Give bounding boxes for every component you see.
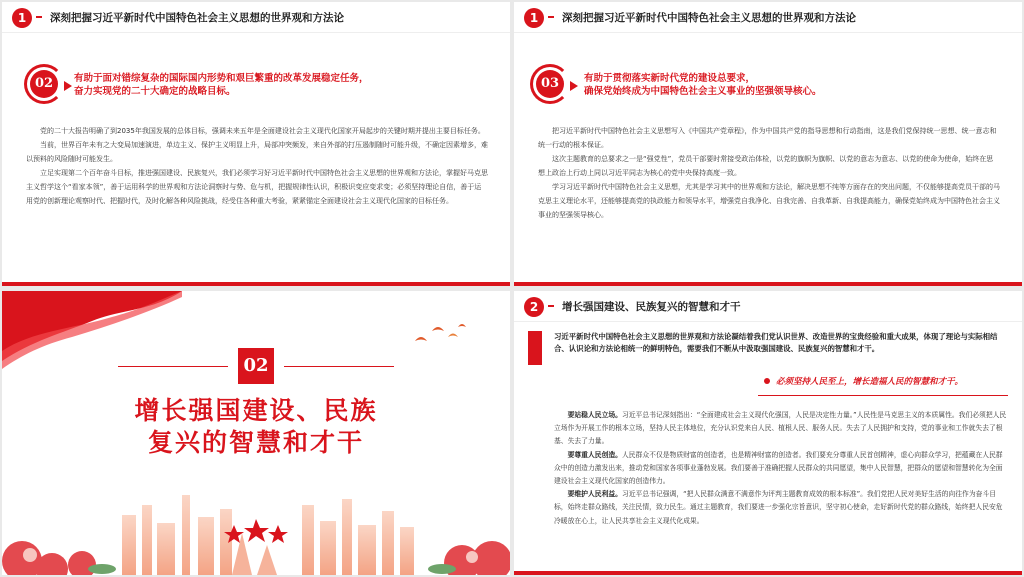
body-text bbox=[538, 124, 1000, 222]
header-title: 深刻把握习近平新时代中国特色社会主义思想的世界观和方法论 bbox=[50, 12, 344, 24]
doves-decoration bbox=[410, 321, 470, 351]
slide-1 bbox=[2, 2, 510, 286]
red-flag-decoration bbox=[2, 291, 182, 371]
paragraph: 党的二十大报告明确了到2035年我国发展的总体目标，强调未来五年是全面建设社会主义现代化国家开局起步的关键时期并提出主要目标任务。 bbox=[40, 127, 485, 135]
badge-number: 02 bbox=[30, 70, 58, 98]
slide-header bbox=[514, 2, 1022, 33]
paragraph: 把习近平新时代中国特色社会主义思想写入《中国共产党章程》，作为中国共产党的指导思想和行动指南，这是我们党保持统一思想、统一意志和统一行动的根本保证。 bbox=[538, 127, 997, 149]
arrow-icon bbox=[570, 81, 578, 91]
paragraph: 要站稳人民立场。习近平总书记深刻指出：“全面建成社会主义现代化强国，人民是决定性力量。”人民性是马克思主义的本质属性。我们必须把人民立场作为开展工作的根本立场，坚持人民主体地位，充分认识党来自人民、植根人民、服务人民。失去了人民拥护和支持，党的事业和工作就失去了根基、失去了力量。 bbox=[554, 411, 1007, 446]
header-divider bbox=[36, 16, 42, 18]
subheading: 必须坚持人民至上，增长造福人民的智慧和才干。 bbox=[776, 377, 964, 387]
body-text bbox=[26, 124, 488, 208]
point-badge bbox=[24, 64, 68, 108]
intro-accent-block bbox=[528, 331, 542, 365]
lead-text: 有助于面对错综复杂的国际国内形势和艰巨繁重的改革发展稳定任务， 奋力实现党的二十大确定的战略目标。 bbox=[74, 73, 369, 97]
footer-bar bbox=[2, 282, 510, 286]
section-number: 2 bbox=[524, 297, 544, 317]
paragraph: 这次主题教育的总要求之一是“强党性”，党员干部要时常接受政治体检，以党的旗帜为旗帜、以党的意志为意志、以党的使命为使命，始终在思想上政治上行动上同以习近平同志为核心的党中央保持高度一致。 bbox=[538, 155, 994, 177]
intro-text: 习近平新时代中国特色社会主义思想的世界观和方法论凝结着我们党认识世界、改造世界的宝贵经验和重大成果，体现了理论与实际相结合、认识论和方法论相统一的鲜明特色，需要我们不断从中汲取强国建设、民族复兴的智慧和才干。 bbox=[554, 332, 998, 353]
footer-bar bbox=[514, 282, 1022, 286]
section-number: 1 bbox=[524, 8, 544, 28]
header-divider bbox=[548, 16, 554, 18]
paragraph: 学习习近平新时代中国特色社会主义思想，尤其是学习其中的世界观和方法论，解决思想不纯等方面存在的突出问题，不仅能够提高党员干部的马克思主义理论水平，还能够提高党的执政能力和领导水平，增强党自我净化、自我完善、自我革新、自我提高能力，确保党始终成为中国特色社会主义事业的坚强领导核心。 bbox=[538, 183, 1000, 219]
header-title: 深刻把握习近平新时代中国特色社会主义思想的世界观和方法论 bbox=[562, 12, 856, 24]
paragraph: 立足实现第二个百年奋斗目标，推进强国建设、民族复兴，我们必须学习好习近平新时代中国特色社会主义思想的世界观和方法论，掌握好马克思主义哲学这个“看家本领”，善于运用科学的世界观和方法论洞察时与势、危与机，把握规律性认识，积极识变应变求变；必须坚持理论自信，善于运用党的创新理论观察时代、把握时代，及时化解各种风险挑战，经受住各种重大考验，紧紧锚定全面建设社会主义现代化国家的目标任务。 bbox=[26, 169, 488, 205]
section-badge: 02 bbox=[238, 348, 274, 384]
header-divider bbox=[548, 305, 554, 307]
lead-text: 有助于贯彻落实新时代党的建设总要求， 确保党始终成为中国特色社会主义事业的坚强领导核心。 bbox=[584, 73, 822, 97]
header-title: 增长强国建设、民族复兴的智慧和才干 bbox=[562, 301, 741, 313]
slide-2 bbox=[514, 2, 1022, 286]
section-title-line1: 增长强国建设、民族 bbox=[134, 396, 378, 425]
bullet-icon bbox=[764, 378, 770, 384]
slide-4 bbox=[514, 291, 1022, 575]
subheading-underline bbox=[758, 395, 1008, 396]
badge-number: 03 bbox=[536, 70, 564, 98]
city-skyline-decoration bbox=[2, 465, 510, 575]
slide-header bbox=[2, 2, 510, 33]
footer-bar bbox=[514, 571, 1022, 575]
slide-3-section-cover bbox=[2, 291, 510, 575]
title-divider-right bbox=[284, 366, 394, 367]
body-text bbox=[554, 409, 1008, 528]
slide-header bbox=[514, 291, 1022, 322]
section-number: 1 bbox=[12, 8, 32, 28]
paragraph: 要维护人民利益。习近平总书记强调，“把人民群众满意不满意作为评判主题教育成效的根本标准”。我们党把人民对美好生活的向往作为奋斗目标，始终走群众路线，关注民情，致力民生。通过主题教育，我们要进一步强化宗旨意识，坚守初心使命，走好新时代党的群众路线，始终把人民安危冷暖放在心上，让人民共享社会主义现代化成果。 bbox=[554, 490, 1003, 525]
paragraph: 当前，世界百年未有之大变局加速演进，单边主义、保护主义明显上升，局部冲突频发，来自外部的打压遏制随时可能升级，不确定因素增多，难以预料的风险随时可能发生。 bbox=[26, 141, 488, 163]
point-badge bbox=[530, 64, 574, 108]
section-title-line2: 复兴的智慧和才干 bbox=[147, 428, 364, 457]
title-divider-left bbox=[118, 366, 228, 367]
arrow-icon bbox=[64, 81, 72, 91]
paragraph: 要尊重人民创造。人民群众不仅是物质财富的创造者，也是精神财富的创造者。我们要充分尊重人民首创精神，虚心向群众学习，把蕴藏在人民群众中的创造力激发出来，推动党和国家各项事业蓬勃发展。我们要善于准确把握人民群众的共同愿望，集中人民智慧，把群众的愿望和智慧转化为全面建设社会主义现代化国家的创造伟力。 bbox=[554, 450, 1003, 486]
